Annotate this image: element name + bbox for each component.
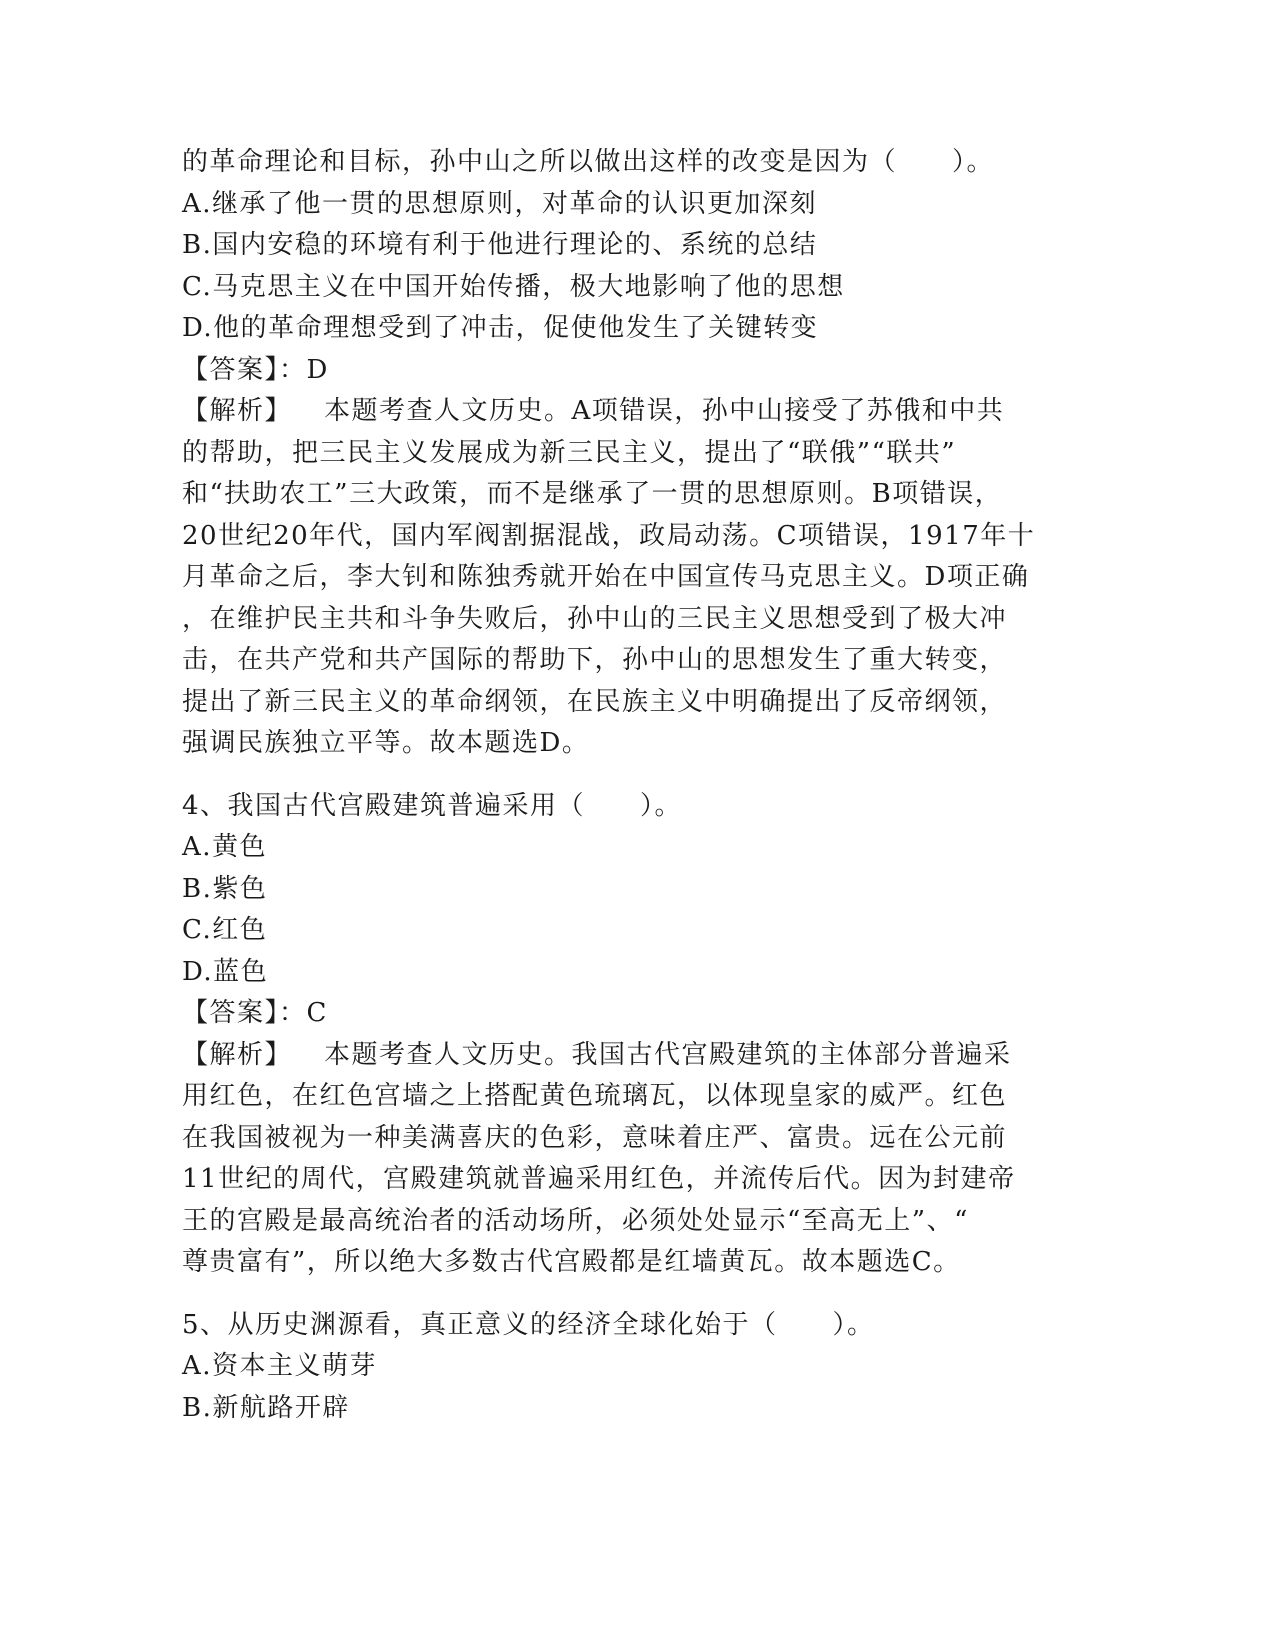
question-4-analysis-line: 王的宫殿是最高统治者的活动场所，必须处处显示“至高无上”、“ [182,1205,969,1236]
question-3-analysis-label: 【解析】 [182,396,293,426]
question-3-stem: 的革命理论和目标，孙中山之所以做出这样的改变是因为（ ）。 [182,147,995,177]
question-4-analysis-line [182,1035,1062,1077]
question-3-analysis-line [182,391,1062,433]
spacer [182,1284,1062,1305]
question-4-option-a: A.黄色 [182,832,268,862]
question-3-analysis-line: 20世纪20年代，国内军阀割据混战，政局动荡。C项错误，1917年十 [182,520,1036,551]
question-4-analysis-line: 11世纪的周代，宫殿建筑就普遍采用红色，并流传后代。因为封建帝 [182,1164,1016,1194]
question-4-analysis-line: 在我国被视为一种美满喜庆的色彩，意味着庄严、富贵。远在公元前 [182,1122,1008,1153]
question-4 [182,786,1062,1284]
question-3-analysis-line: 的帮助，把三民主义发展成为新三民主义，提出了“联俄”“联共” [182,437,957,468]
question-4-answer: 【答案】：C [182,998,328,1028]
question-3-analysis-line: 月革命之后，李大钊和陈独秀就开始在中国宣传马克思主义。D项正确 [182,562,1030,592]
question-3-answer: 【答案】：D [182,354,329,385]
question-5-option-b: B.新航路开辟 [182,1392,350,1423]
question-3-analysis-line: 和“扶助农工”三大政策，而不是继承了一贯的思想原则。B项错误， [182,479,1003,509]
document-page [182,142,1062,1429]
question-3-analysis-line: ，在维护民主共和斗争失败后，孙中山的三民主义思想受到了极大冲 [182,603,1008,634]
question-5 [182,1305,1062,1430]
question-4-analysis-line: 尊贵富有”，所以绝大多数古代宫殿都是红墙黄瓦。故本题选C。 [182,1247,961,1277]
question-4-option-c: C.红色 [182,915,268,945]
question-4-stem: 4、我国古代宫殿建筑普遍采用（ ）。 [182,790,683,821]
question-4-analysis-label: 【解析】 [182,1039,293,1070]
question-5-option-a: A.资本主义萌芽 [182,1351,378,1381]
question-3-analysis-line: 提出了新三民主义的革命纲领，在民族主义中明确提出了反帝纲领， [182,686,1008,717]
question-3-option-d: D.他的革命理想受到了冲击，促使他发生了关键转变 [182,313,819,343]
spacer [182,765,1062,786]
question-3-option-b: B.国内安稳的环境有利于他进行理论的、系统的总结 [182,230,818,260]
question-3-analysis-line: 强调民族独立平等。故本题选D。 [182,728,590,758]
question-3-option-c: C.马克思主义在中国开始传播，极大地影响了他的思想 [182,271,845,302]
question-4-analysis-text: 本题考查人文历史。我国古代宫殿建筑的主体部分普遍采 [324,1039,1012,1070]
question-4-option-b: B.紫色 [182,873,268,904]
question-4-option-d: D.蓝色 [182,956,269,987]
question-5-stem: 5、从历史渊源看，真正意义的经济全球化始于（ ）。 [182,1309,875,1340]
question-4-analysis-line: 用红色，在红色宫墙之上搭配黄色琉璃瓦，以体现皇家的威严。红色 [182,1081,1008,1111]
question-3 [182,142,1062,765]
question-3-analysis-line: 击，在共产党和共产国际的帮助下，孙中山的思想发生了重大转变， [182,645,1008,675]
question-3-analysis-text: 本题考查人文历史。A项错误，孙中山接受了苏俄和中共 [324,396,1005,426]
question-3-option-a: A.继承了他一贯的思想原则，对革命的认识更加深刻 [182,188,818,219]
